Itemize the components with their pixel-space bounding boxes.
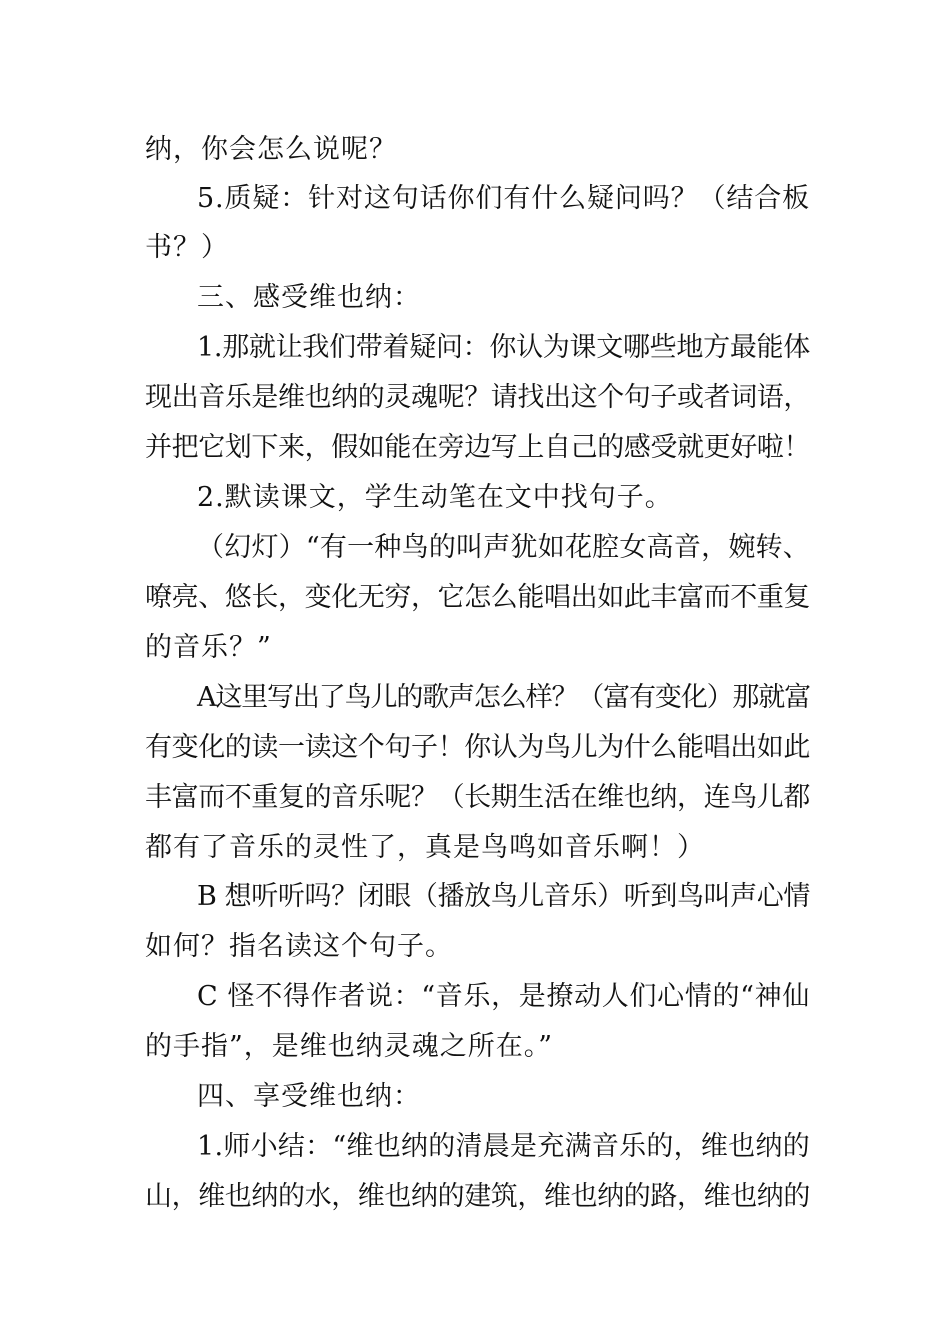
text-line: 都有了音乐的灵性了，真是鸟鸣如音乐啊！） [145,832,705,863]
section-heading: 四、享受维也纳： [197,1081,421,1112]
text-line: 1.师小结：“维也纳的清晨是充满音乐的，维也纳的 [197,1131,810,1162]
text-line: 的手指”，是维也纳灵魂之所在。” [145,1031,554,1062]
text-line: 的音乐？” [145,632,272,663]
text-line: 1.那就让我们带着疑问：你认为课文哪些地方最能体 [197,332,810,363]
text-line: 并把它划下来，假如能在旁边写上自己的感受就更好啦！ [145,432,810,463]
text-line: 2.默读课文，学生动笔在文中找句子。 [197,482,673,513]
text-line: 5.质疑：针对这句话你们有什么疑问吗？（结合板 [197,183,810,214]
text-line: 如何？指名读这个句子。 [145,931,453,962]
text-line: （幻灯）“有一种鸟的叫声犹如花腔女高音，婉转、 [197,532,810,563]
text-line: 现出音乐是维也纳的灵魂呢？请找出这个句子或者词语， [145,382,810,413]
text-line: 有变化的读一读这个句子！你认为鸟儿为什么能唱出如此 [145,732,810,763]
text-line: C 怪不得作者说：“音乐，是撩动人们心情的“神仙 [197,981,810,1012]
text-line: 纳，你会怎么说呢？ [145,134,397,165]
text-line: B 想听听吗？闭眼（播放鸟儿音乐）听到鸟叫声心情 [197,881,810,912]
text-line: 嘹亮、悠长，变化无穷，它怎么能唱出如此丰富而不重复 [145,582,810,613]
section-heading: 三、感受维也纳： [197,282,421,313]
text-line: A这里写出了鸟儿的歌声怎么样？（富有变化）那就富 [197,682,810,713]
text-line: 书？） [145,232,229,263]
text-line: 丰富而不重复的音乐呢？（长期生活在维也纳，连鸟儿都 [145,782,810,813]
text-line: 山，维也纳的水，维也纳的建筑，维也纳的路，维也纳的 [145,1181,810,1212]
